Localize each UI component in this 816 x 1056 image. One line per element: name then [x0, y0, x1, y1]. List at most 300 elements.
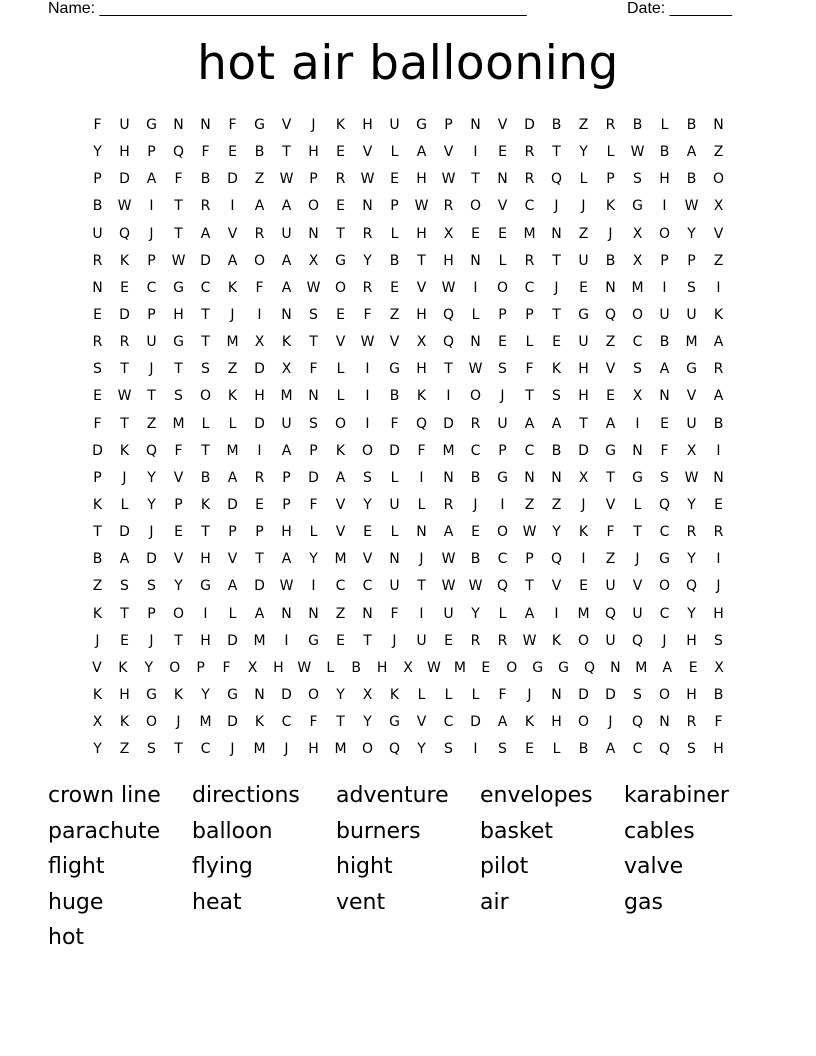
grid-letter[interactable]: M: [577, 605, 590, 622]
grid-letter[interactable]: R: [713, 524, 724, 541]
grid-letter[interactable]: J: [716, 578, 721, 595]
grid-letter[interactable]: L: [336, 361, 345, 378]
grid-letter[interactable]: T: [201, 334, 210, 351]
grid-letter[interactable]: X: [578, 469, 589, 486]
grid-letter[interactable]: O: [169, 659, 181, 676]
grid-letter[interactable]: X: [632, 388, 643, 405]
grid-letter[interactable]: Q: [118, 225, 131, 242]
grid-letter[interactable]: T: [363, 632, 372, 649]
grid-letter[interactable]: V: [605, 361, 616, 378]
grid-letter[interactable]: E: [120, 632, 129, 649]
grid-letter[interactable]: E: [471, 524, 480, 541]
grid-letter[interactable]: K: [92, 497, 103, 514]
grid-letter[interactable]: D: [227, 632, 238, 649]
grid-letter[interactable]: M: [453, 659, 466, 676]
grid-letter[interactable]: V: [281, 117, 292, 134]
grid-letter[interactable]: P: [687, 252, 696, 269]
grid-letter[interactable]: W: [630, 144, 645, 161]
grid-letter[interactable]: M: [631, 279, 644, 296]
grid-letter[interactable]: G: [389, 361, 400, 378]
grid-letter[interactable]: L: [471, 687, 480, 704]
grid-letter[interactable]: V: [497, 117, 508, 134]
grid-letter[interactable]: Z: [389, 307, 400, 324]
grid-letter[interactable]: O: [658, 687, 671, 704]
grid-letter[interactable]: J: [122, 469, 127, 486]
grid-letter[interactable]: Z: [605, 334, 616, 351]
grid-letter[interactable]: A: [281, 442, 292, 459]
grid-letter[interactable]: H: [273, 659, 284, 676]
grid-letter[interactable]: S: [309, 415, 318, 432]
grid-letter[interactable]: F: [309, 497, 318, 514]
grid-letter[interactable]: C: [497, 551, 508, 568]
grid-letter[interactable]: L: [228, 605, 237, 622]
grid-letter[interactable]: S: [363, 469, 372, 486]
grid-letter[interactable]: I: [365, 361, 370, 378]
grid-letter[interactable]: A: [227, 252, 238, 269]
grid-letter[interactable]: W: [522, 524, 537, 541]
grid-letter[interactable]: D: [578, 442, 589, 459]
grid-letter[interactable]: B: [551, 117, 562, 134]
grid-letter[interactable]: O: [496, 279, 509, 296]
grid-letter[interactable]: E: [552, 334, 561, 351]
grid-letter[interactable]: Z: [713, 252, 724, 269]
grid-letter[interactable]: E: [336, 632, 345, 649]
grid-letter[interactable]: D: [389, 442, 400, 459]
grid-letter[interactable]: B: [200, 171, 211, 188]
grid-letter[interactable]: E: [498, 144, 507, 161]
grid-letter[interactable]: J: [419, 551, 424, 568]
grid-letter[interactable]: K: [605, 198, 616, 215]
grid-letter[interactable]: A: [227, 469, 238, 486]
grid-letter[interactable]: A: [659, 361, 670, 378]
grid-letter[interactable]: Z: [578, 117, 589, 134]
grid-letter[interactable]: P: [93, 171, 102, 188]
grid-letter[interactable]: Y: [309, 551, 318, 568]
grid-letter[interactable]: C: [362, 578, 373, 595]
grid-letter[interactable]: H: [173, 307, 184, 324]
grid-letter[interactable]: N: [308, 388, 319, 405]
grid-letter[interactable]: J: [554, 198, 559, 215]
grid-letter[interactable]: R: [335, 171, 346, 188]
grid-letter[interactable]: P: [147, 144, 156, 161]
grid-letter[interactable]: K: [200, 497, 211, 514]
grid-letter[interactable]: H: [281, 524, 292, 541]
grid-letter[interactable]: W: [441, 551, 456, 568]
grid-letter[interactable]: X: [713, 198, 724, 215]
grid-letter[interactable]: C: [659, 524, 670, 541]
grid-letter[interactable]: Q: [415, 415, 428, 432]
grid-letter[interactable]: L: [525, 334, 534, 351]
grid-letter[interactable]: X: [632, 252, 643, 269]
grid-letter[interactable]: P: [525, 307, 534, 324]
grid-letter[interactable]: J: [527, 687, 532, 704]
grid-letter[interactable]: D: [524, 117, 535, 134]
grid-letter[interactable]: O: [334, 415, 347, 432]
grid-letter[interactable]: H: [551, 714, 562, 731]
grid-letter[interactable]: B: [92, 551, 103, 568]
grid-letter[interactable]: O: [577, 714, 590, 731]
grid-letter[interactable]: E: [336, 307, 345, 324]
grid-letter[interactable]: I: [716, 551, 721, 568]
grid-letter[interactable]: W: [117, 388, 132, 405]
grid-letter[interactable]: S: [147, 741, 156, 758]
grid-letter[interactable]: S: [120, 578, 129, 595]
grid-letter[interactable]: O: [307, 687, 320, 704]
grid-letter[interactable]: B: [92, 198, 103, 215]
grid-letter[interactable]: N: [470, 117, 481, 134]
grid-letter[interactable]: X: [403, 659, 413, 676]
grid-letter[interactable]: M: [172, 415, 185, 432]
grid-letter[interactable]: H: [443, 252, 454, 269]
grid-letter[interactable]: V: [335, 334, 346, 351]
grid-letter[interactable]: J: [581, 198, 586, 215]
grid-letter[interactable]: W: [297, 659, 312, 676]
grid-letter[interactable]: E: [498, 334, 507, 351]
grid-letter[interactable]: F: [606, 524, 615, 541]
grid-letter[interactable]: D: [443, 415, 454, 432]
grid-letter[interactable]: N: [389, 551, 400, 568]
grid-letter[interactable]: R: [92, 334, 103, 351]
grid-letter[interactable]: D: [254, 578, 265, 595]
grid-letter[interactable]: D: [254, 361, 265, 378]
grid-letter[interactable]: P: [282, 497, 291, 514]
grid-letter[interactable]: G: [200, 578, 211, 595]
grid-letter[interactable]: G: [416, 117, 427, 134]
grid-letter[interactable]: U: [443, 605, 454, 622]
grid-letter[interactable]: A: [281, 551, 292, 568]
grid-letter[interactable]: L: [390, 469, 399, 486]
grid-letter[interactable]: E: [688, 659, 698, 676]
grid-letter[interactable]: K: [551, 632, 562, 649]
grid-letter[interactable]: M: [334, 741, 347, 758]
grid-letter[interactable]: P: [255, 524, 264, 541]
grid-letter[interactable]: T: [120, 361, 129, 378]
grid-letter[interactable]: X: [92, 714, 103, 731]
grid-letter[interactable]: R: [92, 252, 103, 269]
grid-letter[interactable]: I: [419, 469, 424, 486]
grid-letter[interactable]: W: [279, 171, 294, 188]
grid-letter[interactable]: W: [441, 578, 456, 595]
grid-letter[interactable]: F: [174, 442, 183, 459]
grid-letter[interactable]: X: [281, 361, 292, 378]
grid-letter[interactable]: V: [173, 551, 184, 568]
grid-letter[interactable]: H: [416, 225, 427, 242]
grid-letter[interactable]: N: [362, 198, 373, 215]
grid-letter[interactable]: F: [390, 605, 399, 622]
grid-letter[interactable]: Z: [605, 551, 616, 568]
grid-letter[interactable]: J: [554, 279, 559, 296]
grid-letter[interactable]: G: [146, 687, 157, 704]
grid-letter[interactable]: N: [497, 171, 508, 188]
grid-letter[interactable]: S: [714, 632, 723, 649]
grid-letter[interactable]: P: [498, 307, 507, 324]
grid-letter[interactable]: Z: [335, 605, 346, 622]
grid-letter[interactable]: K: [119, 252, 130, 269]
grid-letter[interactable]: I: [473, 144, 478, 161]
grid-letter[interactable]: P: [147, 307, 156, 324]
grid-letter[interactable]: M: [334, 551, 347, 568]
grid-letter[interactable]: I: [365, 388, 370, 405]
grid-letter[interactable]: F: [525, 361, 534, 378]
grid-letter[interactable]: B: [659, 144, 670, 161]
grid-letter[interactable]: B: [713, 415, 724, 432]
grid-letter[interactable]: T: [174, 198, 183, 215]
grid-letter[interactable]: L: [309, 524, 318, 541]
grid-letter[interactable]: F: [660, 442, 669, 459]
grid-letter[interactable]: J: [95, 632, 100, 649]
grid-letter[interactable]: N: [281, 307, 292, 324]
grid-letter[interactable]: O: [172, 605, 185, 622]
grid-letter[interactable]: U: [119, 117, 130, 134]
grid-letter[interactable]: F: [255, 279, 264, 296]
grid-letter[interactable]: U: [605, 632, 616, 649]
grid-letter[interactable]: N: [254, 687, 265, 704]
grid-letter[interactable]: K: [335, 442, 346, 459]
grid-letter[interactable]: N: [362, 605, 373, 622]
grid-letter[interactable]: B: [351, 659, 361, 676]
grid-letter[interactable]: A: [281, 252, 292, 269]
grid-letter[interactable]: R: [524, 144, 535, 161]
grid-letter[interactable]: O: [658, 578, 671, 595]
grid-letter[interactable]: V: [362, 551, 373, 568]
grid-letter[interactable]: S: [552, 388, 561, 405]
grid-letter[interactable]: C: [524, 442, 535, 459]
grid-letter[interactable]: K: [92, 687, 103, 704]
grid-letter[interactable]: V: [92, 659, 102, 676]
grid-letter[interactable]: N: [632, 442, 643, 459]
grid-letter[interactable]: N: [173, 117, 184, 134]
grid-letter[interactable]: I: [311, 578, 316, 595]
grid-letter[interactable]: V: [497, 198, 508, 215]
grid-letter[interactable]: I: [662, 279, 667, 296]
grid-letter[interactable]: D: [470, 714, 481, 731]
grid-letter[interactable]: T: [606, 469, 615, 486]
grid-letter[interactable]: W: [171, 252, 186, 269]
grid-letter[interactable]: Q: [550, 171, 563, 188]
grid-letter[interactable]: U: [578, 252, 589, 269]
grid-letter[interactable]: K: [281, 334, 292, 351]
grid-letter[interactable]: U: [389, 578, 400, 595]
grid-letter[interactable]: O: [496, 524, 509, 541]
grid-letter[interactable]: V: [227, 225, 238, 242]
grid-letter[interactable]: M: [226, 442, 239, 459]
grid-letter[interactable]: S: [687, 279, 696, 296]
grid-letter[interactable]: H: [308, 741, 319, 758]
grid-letter[interactable]: G: [659, 551, 670, 568]
grid-letter[interactable]: R: [686, 714, 697, 731]
grid-letter[interactable]: G: [558, 659, 569, 676]
grid-letter[interactable]: N: [470, 252, 481, 269]
grid-letter[interactable]: D: [119, 171, 130, 188]
grid-letter[interactable]: N: [200, 117, 211, 134]
grid-letter[interactable]: H: [308, 144, 319, 161]
grid-letter[interactable]: C: [659, 605, 670, 622]
grid-letter[interactable]: G: [605, 442, 616, 459]
grid-letter[interactable]: O: [469, 388, 482, 405]
grid-letter[interactable]: Q: [631, 714, 644, 731]
grid-letter[interactable]: Q: [388, 741, 401, 758]
grid-letter[interactable]: T: [552, 307, 561, 324]
grid-letter[interactable]: J: [284, 741, 289, 758]
grid-letter[interactable]: O: [253, 252, 266, 269]
grid-letter[interactable]: E: [255, 497, 264, 514]
grid-letter[interactable]: B: [686, 117, 697, 134]
grid-letter[interactable]: Y: [687, 497, 696, 514]
grid-letter[interactable]: S: [174, 388, 183, 405]
grid-letter[interactable]: Z: [227, 361, 238, 378]
grid-letter[interactable]: G: [686, 361, 697, 378]
grid-letter[interactable]: R: [200, 198, 211, 215]
grid-letter[interactable]: T: [201, 524, 210, 541]
grid-letter[interactable]: Y: [687, 551, 696, 568]
grid-letter[interactable]: N: [92, 279, 103, 296]
grid-letter[interactable]: O: [145, 714, 158, 731]
grid-letter[interactable]: K: [551, 361, 562, 378]
grid-letter[interactable]: K: [524, 714, 535, 731]
grid-letter[interactable]: V: [686, 388, 697, 405]
grid-letter[interactable]: W: [522, 632, 537, 649]
grid-letter[interactable]: Z: [551, 497, 562, 514]
grid-letter[interactable]: C: [146, 279, 157, 296]
grid-letter[interactable]: K: [578, 524, 589, 541]
grid-letter[interactable]: I: [473, 741, 478, 758]
grid-letter[interactable]: I: [473, 279, 478, 296]
grid-letter[interactable]: D: [254, 415, 265, 432]
grid-letter[interactable]: Y: [579, 144, 588, 161]
grid-letter[interactable]: Y: [471, 605, 480, 622]
grid-letter[interactable]: V: [713, 225, 724, 242]
grid-letter[interactable]: K: [389, 687, 400, 704]
grid-letter[interactable]: U: [578, 334, 589, 351]
grid-letter[interactable]: C: [200, 741, 211, 758]
grid-letter[interactable]: O: [361, 442, 374, 459]
grid-letter[interactable]: D: [605, 687, 616, 704]
grid-letter[interactable]: E: [579, 578, 588, 595]
grid-letter[interactable]: Y: [174, 578, 183, 595]
grid-letter[interactable]: I: [365, 415, 370, 432]
grid-letter[interactable]: D: [281, 687, 292, 704]
grid-letter[interactable]: G: [335, 252, 346, 269]
grid-letter[interactable]: F: [201, 144, 210, 161]
grid-letter[interactable]: O: [469, 198, 482, 215]
grid-letter[interactable]: L: [471, 307, 480, 324]
grid-letter[interactable]: U: [686, 307, 697, 324]
grid-letter[interactable]: R: [524, 171, 535, 188]
grid-letter[interactable]: H: [254, 388, 265, 405]
grid-letter[interactable]: Q: [631, 632, 644, 649]
grid-letter[interactable]: J: [176, 714, 181, 731]
grid-letter[interactable]: N: [551, 469, 562, 486]
grid-letter[interactable]: U: [686, 415, 697, 432]
grid-letter[interactable]: L: [417, 497, 426, 514]
grid-letter[interactable]: F: [417, 442, 426, 459]
grid-letter[interactable]: N: [713, 117, 724, 134]
grid-letter[interactable]: L: [228, 415, 237, 432]
grid-letter[interactable]: A: [281, 279, 292, 296]
grid-letter[interactable]: M: [199, 714, 212, 731]
grid-letter[interactable]: Q: [685, 578, 698, 595]
grid-letter[interactable]: K: [254, 714, 265, 731]
grid-letter[interactable]: F: [390, 415, 399, 432]
grid-letter[interactable]: D: [578, 687, 589, 704]
grid-letter[interactable]: E: [606, 388, 615, 405]
grid-letter[interactable]: D: [227, 714, 238, 731]
grid-letter[interactable]: P: [196, 659, 205, 676]
grid-letter[interactable]: S: [687, 741, 696, 758]
grid-letter[interactable]: F: [498, 687, 507, 704]
grid-letter[interactable]: E: [498, 225, 507, 242]
grid-letter[interactable]: W: [414, 198, 429, 215]
grid-letter[interactable]: G: [632, 469, 643, 486]
grid-letter[interactable]: B: [551, 442, 562, 459]
grid-letter[interactable]: J: [662, 632, 667, 649]
grid-letter[interactable]: Y: [147, 469, 156, 486]
grid-letter[interactable]: H: [578, 388, 589, 405]
grid-letter[interactable]: L: [498, 605, 507, 622]
grid-letter[interactable]: H: [686, 687, 697, 704]
grid-letter[interactable]: P: [282, 469, 291, 486]
grid-letter[interactable]: R: [362, 225, 373, 242]
grid-letter[interactable]: I: [500, 497, 505, 514]
grid-letter[interactable]: D: [119, 524, 130, 541]
grid-letter[interactable]: I: [230, 198, 235, 215]
grid-letter[interactable]: T: [633, 524, 642, 541]
grid-letter[interactable]: D: [200, 252, 211, 269]
grid-letter[interactable]: C: [470, 442, 481, 459]
grid-letter[interactable]: Q: [550, 551, 563, 568]
grid-letter[interactable]: B: [200, 469, 211, 486]
grid-letter[interactable]: L: [390, 524, 399, 541]
grid-letter[interactable]: P: [606, 171, 615, 188]
grid-letter[interactable]: L: [417, 687, 426, 704]
grid-letter[interactable]: L: [201, 415, 210, 432]
grid-letter[interactable]: Y: [687, 225, 696, 242]
grid-letter[interactable]: C: [443, 714, 454, 731]
grid-letter[interactable]: R: [443, 198, 454, 215]
grid-letter[interactable]: Y: [93, 144, 102, 161]
grid-letter[interactable]: N: [308, 225, 319, 242]
grid-letter[interactable]: H: [119, 687, 130, 704]
grid-letter[interactable]: V: [227, 551, 238, 568]
grid-letter[interactable]: H: [376, 659, 388, 676]
grid-letter[interactable]: L: [390, 225, 399, 242]
grid-letter[interactable]: L: [579, 171, 588, 188]
grid-letter[interactable]: O: [361, 741, 374, 758]
grid-letter[interactable]: N: [551, 225, 562, 242]
grid-letter[interactable]: L: [498, 252, 507, 269]
grid-letter[interactable]: U: [281, 225, 292, 242]
grid-letter[interactable]: F: [174, 171, 183, 188]
grid-letter[interactable]: R: [443, 497, 454, 514]
grid-letter[interactable]: A: [497, 714, 508, 731]
grid-letter[interactable]: M: [226, 334, 239, 351]
grid-letter[interactable]: T: [552, 252, 561, 269]
grid-letter[interactable]: N: [470, 334, 481, 351]
grid-letter[interactable]: S: [147, 578, 156, 595]
grid-letter[interactable]: V: [335, 524, 346, 541]
grid-letter[interactable]: T: [201, 442, 210, 459]
grid-letter[interactable]: A: [713, 334, 724, 351]
grid-letter[interactable]: Y: [417, 741, 426, 758]
grid-letter[interactable]: W: [117, 198, 132, 215]
grid-letter[interactable]: L: [336, 388, 345, 405]
grid-letter[interactable]: A: [119, 551, 130, 568]
grid-letter[interactable]: B: [659, 334, 670, 351]
grid-letter[interactable]: N: [308, 605, 319, 622]
grid-letter[interactable]: X: [714, 659, 724, 676]
grid-letter[interactable]: Q: [658, 741, 671, 758]
grid-letter[interactable]: J: [473, 497, 478, 514]
